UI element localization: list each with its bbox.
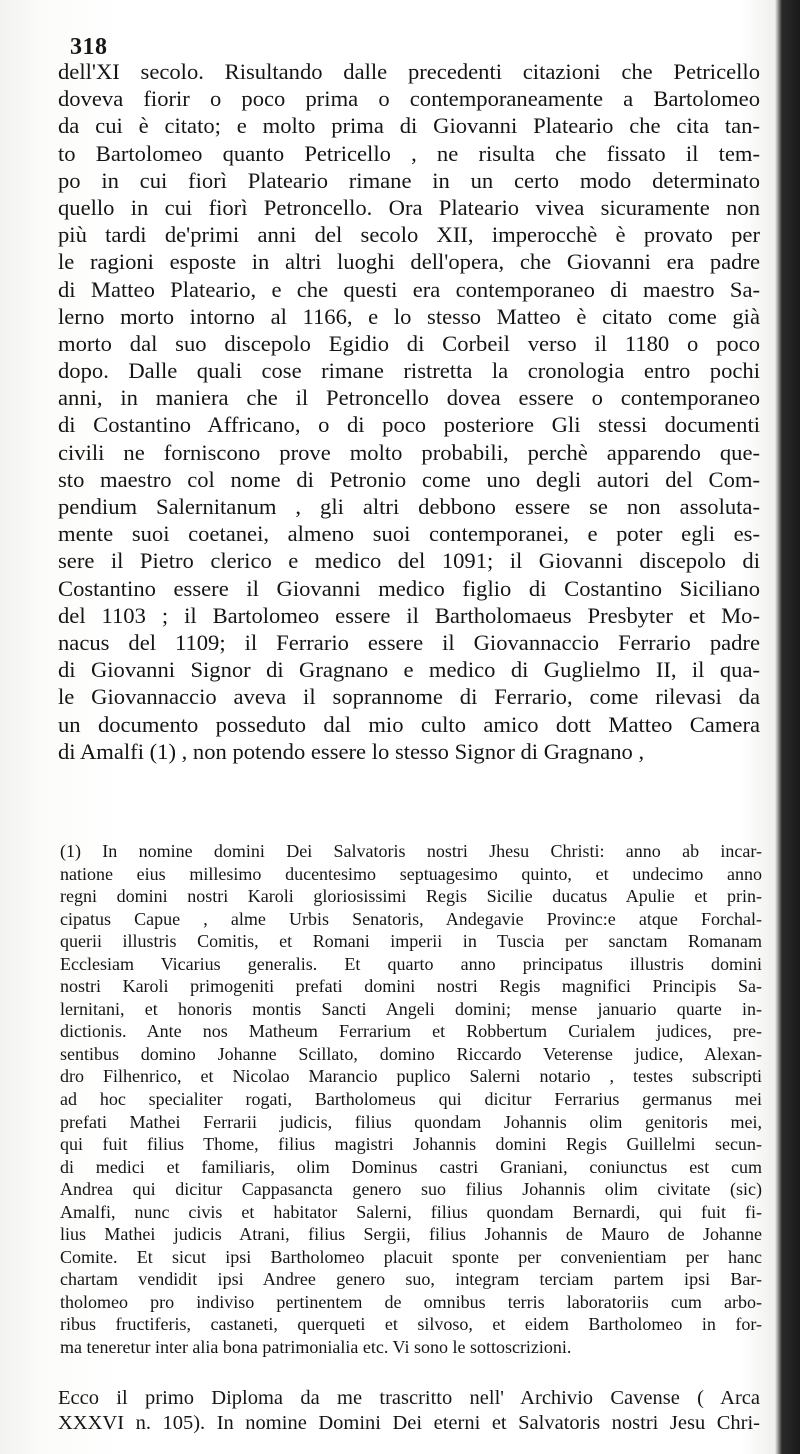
footnote-line: Andrea qui dicitur Cappasancta genero suo filius Johannis olim civitate (sic) — [60, 1179, 762, 1200]
text-line: to Bartolomeo quanto Petricello , ne risulta che fissato il tem- — [58, 140, 760, 166]
text-line: doveva fiorir o poco prima o contemporaneamente a Bartolomeo — [58, 86, 760, 112]
footnote-line: dro Filhenrico, et Nicolao Marancio puplico Salerni notario , testes subscripti — [60, 1066, 762, 1087]
footnote-line: natione eius millesimo ducentesimo septuagesimo quinto, et undecimo anno — [60, 863, 762, 884]
text-line: mente suoi coetanei, almeno suoi contemporanei, e poter egli es- — [58, 521, 760, 547]
text-line: lerno morto intorno al 1166, e lo stesso Matteo è citato come già — [58, 303, 760, 329]
footnote-line: cipatus Capue , alme Urbis Senatoris, Andegavie Provinc:e atque Forchal- — [60, 908, 762, 929]
text-line: anni, in maniera che il Petroncello dovea essere o contemporaneo — [58, 385, 760, 411]
text-line: morto dal suo discepolo Egidio di Corbeil verso il 1180 o poco — [58, 330, 760, 356]
main-text — [58, 58, 760, 765]
footnote-line: querii illustris Comitis, et Romani imperii in Tuscia per sanctam Romanam — [60, 931, 762, 952]
footnote-line: Ecclesiam Vicarius generalis. Et quarto anno principatus illustris domini — [60, 953, 762, 974]
footnote-line: dictionis. Ante nos Matheum Ferrarium et Robbertum Curialem judices, pre- — [60, 1021, 762, 1042]
text-line: di Amalfi (1) , non potendo essere lo stesso Signor di Gragnano , — [58, 738, 645, 764]
footnote-line: ribus fructiferis, castaneti, querqueti et silvoso, et eidem Bartholomeo in for- — [60, 1314, 762, 1335]
footnote-line: lernitani, et honoris montis Sancti Angeli domini; mense januario quarte in- — [60, 998, 762, 1019]
footnote-line: Amalfi, nunc civis et habitator Salerni, filius quondam Bernardi, qui fuit fi- — [60, 1201, 762, 1222]
text-line: del 1103 ; il Bartolomeo essere il Bartholomaeus Presbyter et Mo- — [58, 602, 760, 628]
text-line: po in cui fiorì Plateario rimane in un certo modo determinato — [58, 167, 760, 193]
text-line: sto maestro col nome di Petronio come uno degli autori del Com- — [58, 466, 760, 492]
footnote-line: ma teneretur inter alia bona patrimonialia etc. Vi sono le sottoscrizioni. — [60, 1337, 572, 1358]
text-line: più tardi de'primi anni del secolo XII, imperocchè è provato per — [58, 222, 760, 248]
footnote-line: Comite. Et sicut ipsi Bartholomeo placuit sponte per convenientiam per hanc — [60, 1246, 762, 1267]
footnote-line: sentibus domino Johanne Scillato, domino Riccardo Veterense judice, Alexan- — [60, 1043, 762, 1064]
text-line: nacus del 1109; il Ferrario essere il Giovannaccio Ferrario padre — [58, 629, 760, 655]
text-line: un documento posseduto dal mio culto amico dott Matteo Camera — [58, 711, 760, 737]
text-line: le Giovannaccio aveva il soprannome di Ferrario, come rilevasi da — [58, 684, 760, 710]
text-line: le ragioni esposte in altri luoghi dell'opera, che Giovanni era padre — [58, 249, 760, 275]
text-line: dell'XI secolo. Risultando dalle precedenti citazioni che Petricello — [58, 59, 760, 84]
text-line: Ecco il primo Diploma da me trascritto nell' Archivio Cavense ( Arca — [58, 1387, 760, 1409]
text-line: di Matteo Plateario, e che questi era contemporaneo di maestro Sa- — [58, 276, 760, 302]
footnote-line: chartam vendidit ipsi Andree genero suo, integram terciam partem ipsi Bar- — [60, 1269, 762, 1290]
footnote-line: nostri Karoli primogeniti prefati domini nostri Regis magnifici Principis Sa- — [60, 976, 762, 997]
footnote-line: prefati Mathei Ferrarii judicis, filius quondam Johannis olim genitoris mei, — [60, 1111, 762, 1132]
text-line: da cui è citato; e molto prima di Giovanni Plateario che cita tan- — [58, 113, 760, 139]
footnote-line: qui fuit filius Thome, filius magistri Johannis domini Regis Guillelmi secun- — [60, 1134, 762, 1155]
text-line: pendium Salernitanum , gli altri debbono essere se non assoluta- — [58, 494, 760, 519]
continuation-text — [58, 1386, 760, 1435]
text-line: di Giovanni Signor di Gragnano e medico di Guglielmo II, il qua- — [58, 657, 760, 683]
text-line: sere il Pietro clerico e medico del 1091; il Giovanni discepolo di — [58, 548, 760, 574]
page-number: 318 — [70, 34, 108, 60]
text-line: quello in cui fiorì Petroncello. Ora Plateario vivea sicuramente non — [58, 194, 760, 220]
footnote-line: (1) In nomine domini Dei Salvatoris nostri Jhesu Christi: anno ab incar- — [60, 841, 762, 861]
footnote-line: regni domini nostri Karoli gloriosissimi Regis Sicilie ducatus Apulie et prin- — [60, 886, 762, 907]
footnote-line: di medici et familiaris, olim Dominus castri Graniani, coniunctus est cum — [60, 1156, 762, 1177]
footnote-line: lius Mathei judicis Atrani, filius Sergii, filius Johannis de Mauro de Johanne — [60, 1224, 762, 1245]
footnote — [60, 840, 762, 1359]
footnote-line: tholomeo pro indiviso pertinentem de omnibus terris laboratoriis cum arbo- — [60, 1291, 762, 1312]
footnote-line: ad hoc specialiter rogati, Bartholomeus qui dicitur Ferrarius germanus mei — [60, 1089, 762, 1110]
text-line: civili ne forniscono prove molto probabili, perchè apparendo que- — [58, 439, 760, 465]
text-line: Costantino essere il Giovanni medico figlio di Costantino Siciliano — [58, 575, 760, 601]
text-line: dopo. Dalle quali cose rimane ristretta la cronologia entro pochi — [58, 358, 760, 384]
text-line: XXXVI n. 105). In nomine Domini Dei eterni et Salvatoris nostri Jesu Chri- — [58, 1411, 760, 1434]
text-line: di Costantino Affricano, o di poco posteriore Gli stessi documenti — [58, 412, 760, 438]
